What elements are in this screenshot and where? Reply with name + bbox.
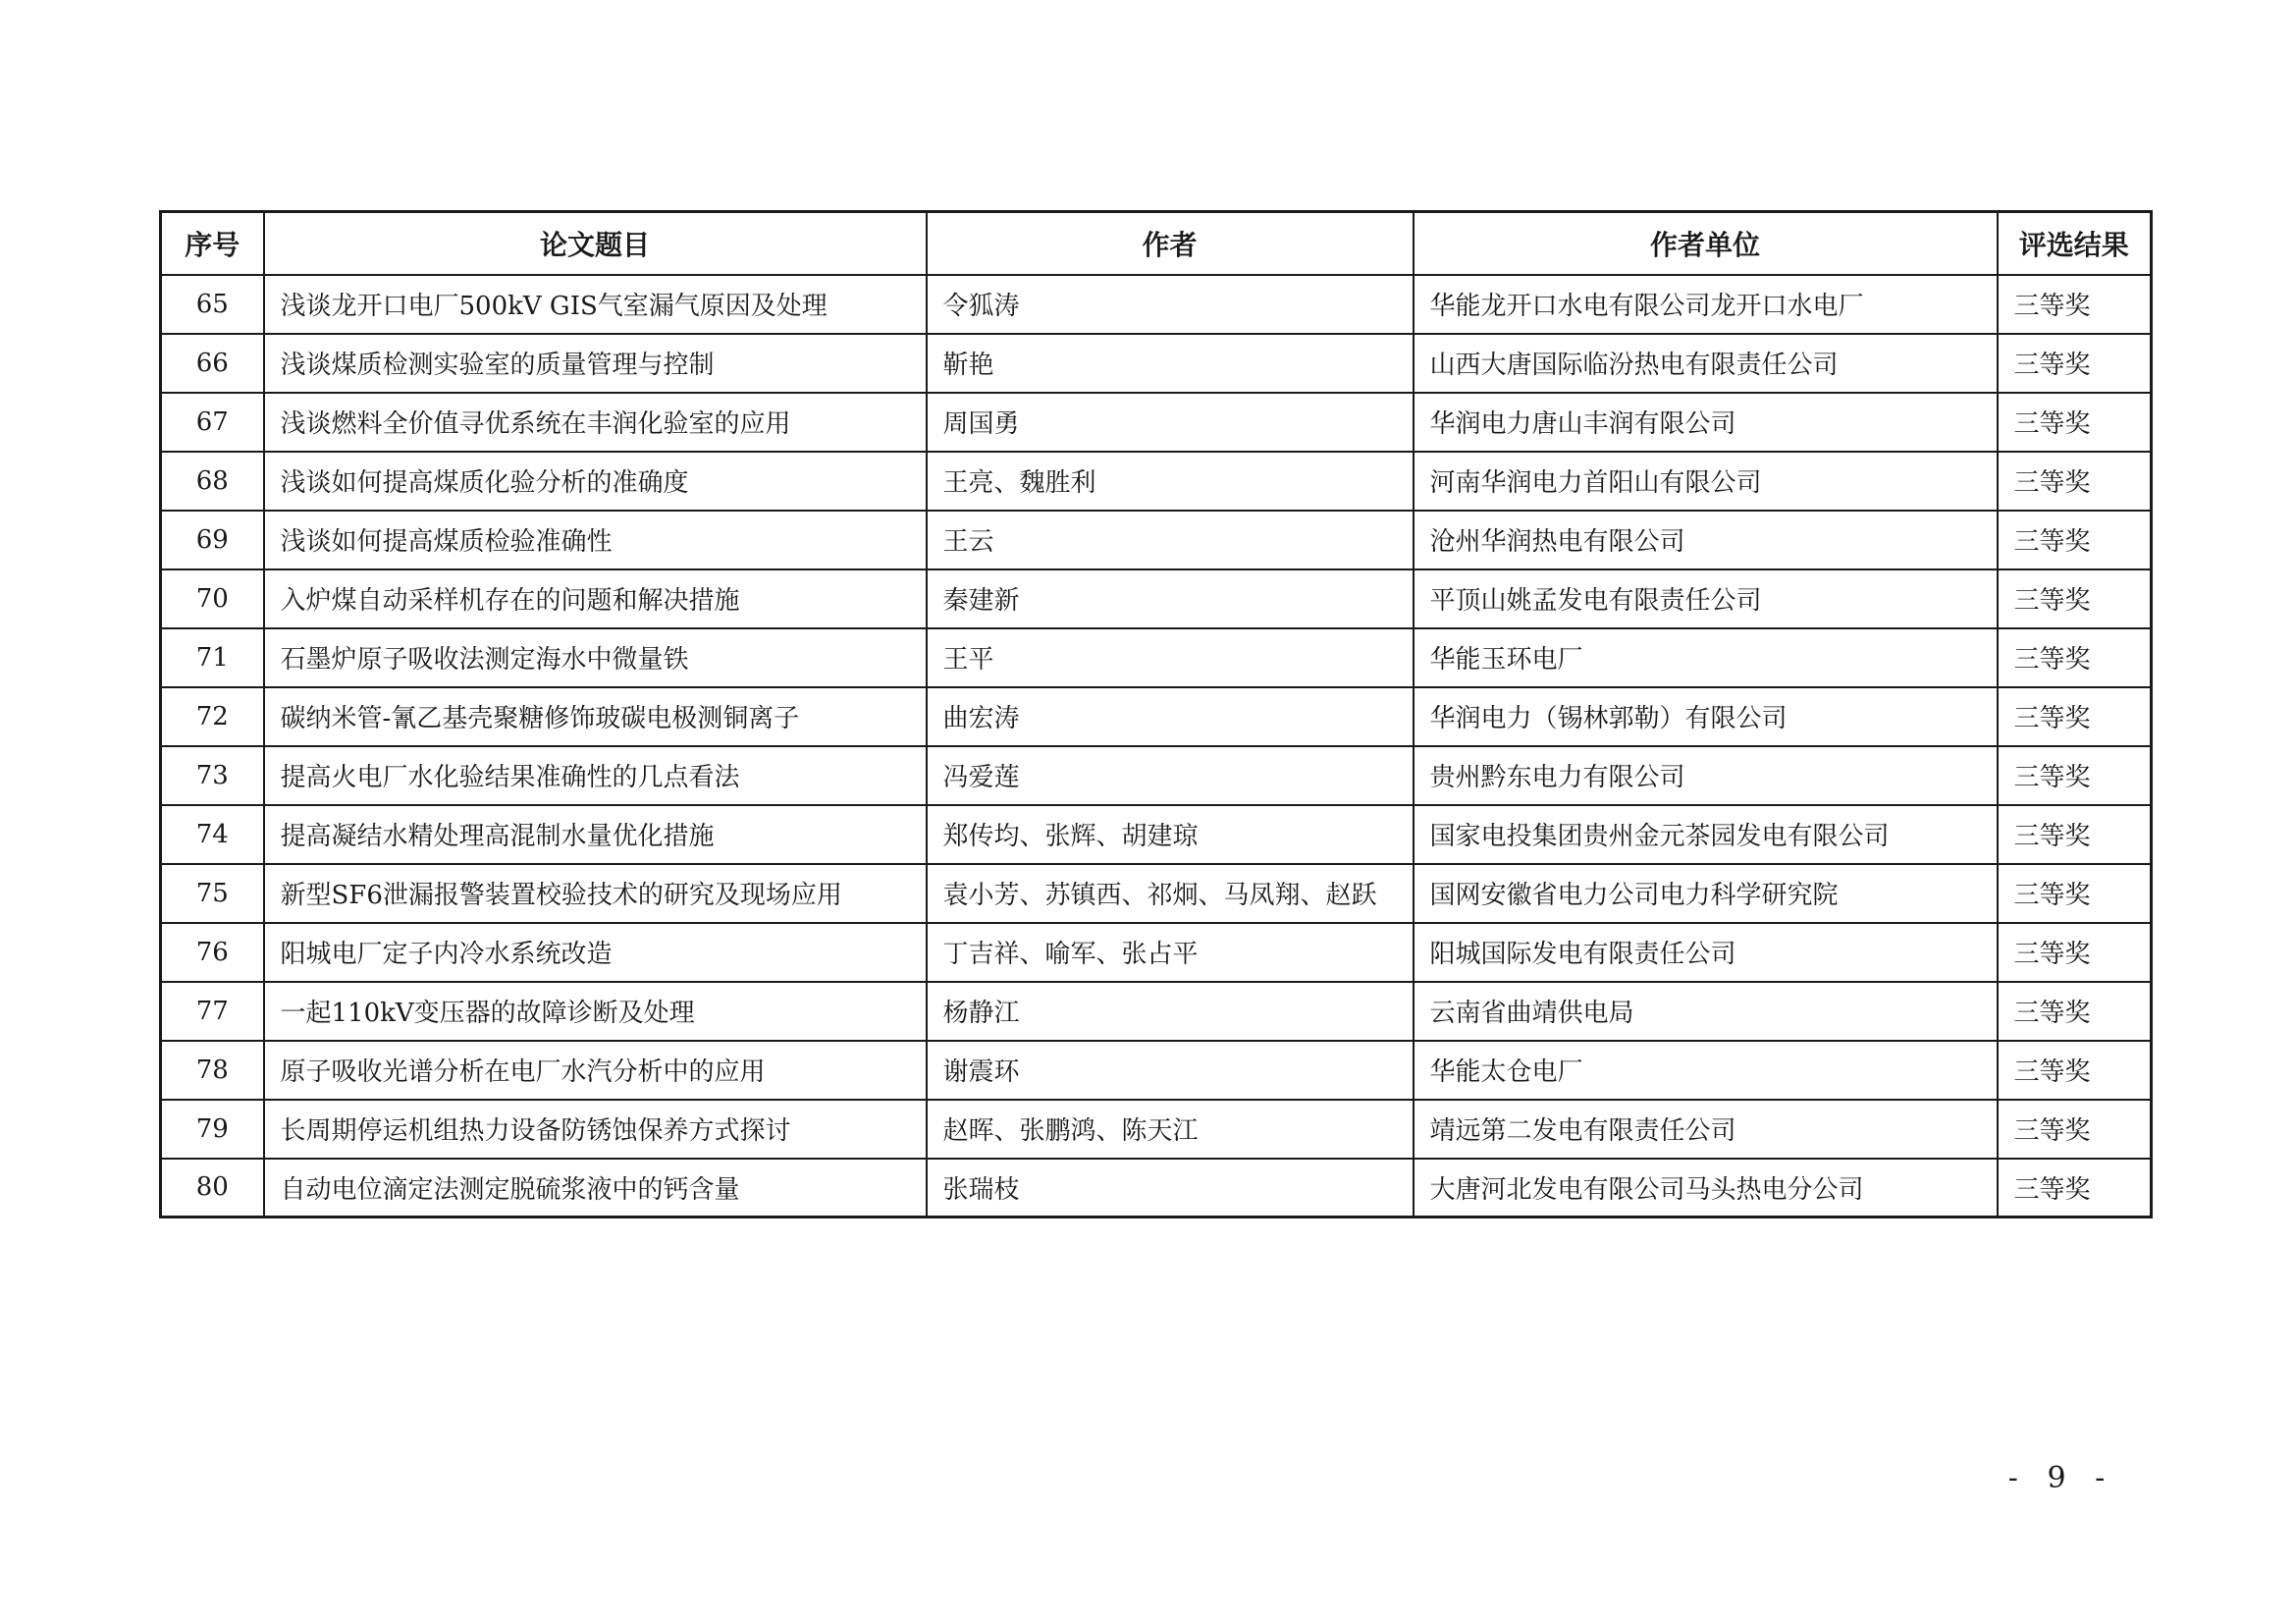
cell-org: 华能龙开口水电有限公司龙开口水电厂 — [1414, 275, 1998, 334]
cell-authors: 秦建新 — [927, 569, 1414, 628]
table-row — [161, 275, 2152, 334]
cell-org: 靖远第二发电有限责任公司 — [1414, 1100, 1998, 1159]
cell-num: 69 — [161, 511, 264, 569]
header-title: 论文题目 — [264, 212, 927, 275]
cell-title: 提高凝结水精处理高混制水量优化措施 — [264, 805, 927, 864]
cell-result: 三等奖 — [1998, 1041, 2152, 1100]
cell-num: 70 — [161, 569, 264, 628]
cell-org: 华能太仓电厂 — [1414, 1041, 1998, 1100]
cell-authors: 郑传均、张辉、胡建琼 — [927, 805, 1414, 864]
cell-result: 三等奖 — [1998, 1100, 2152, 1159]
header-result: 评选结果 — [1998, 212, 2152, 275]
cell-org: 国网安徽省电力公司电力科学研究院 — [1414, 864, 1998, 923]
cell-title: 浅谈如何提高煤质检验准确性 — [264, 511, 927, 569]
cell-org: 华润电力（锡林郭勒）有限公司 — [1414, 687, 1998, 746]
cell-result: 三等奖 — [1998, 982, 2152, 1041]
cell-num: 73 — [161, 746, 264, 805]
cell-authors: 周国勇 — [927, 393, 1414, 452]
cell-org: 云南省曲靖供电局 — [1414, 982, 1998, 1041]
header-authors: 作者 — [927, 212, 1414, 275]
cell-org: 沧州华润热电有限公司 — [1414, 511, 1998, 569]
cell-title: 长周期停运机组热力设备防锈蚀保养方式探讨 — [264, 1100, 927, 1159]
cell-title: 浅谈燃料全价值寻优系统在丰润化验室的应用 — [264, 393, 927, 452]
cell-org: 国家电投集团贵州金元茶园发电有限公司 — [1414, 805, 1998, 864]
table-row — [161, 628, 2152, 687]
cell-num: 74 — [161, 805, 264, 864]
header-org: 作者单位 — [1414, 212, 1998, 275]
table-row — [161, 334, 2152, 393]
cell-title: 阳城电厂定子内冷水系统改造 — [264, 923, 927, 982]
table-row — [161, 393, 2152, 452]
table-row — [161, 1159, 2152, 1218]
table-row — [161, 687, 2152, 746]
table-row — [161, 923, 2152, 982]
cell-title: 一起110kV变压器的故障诊断及处理 — [264, 982, 927, 1041]
cell-num: 66 — [161, 334, 264, 393]
cell-result: 三等奖 — [1998, 805, 2152, 864]
cell-result: 三等奖 — [1998, 334, 2152, 393]
cell-authors: 冯爱莲 — [927, 746, 1414, 805]
awards-table — [159, 210, 2153, 1218]
cell-org: 平顶山姚孟发电有限责任公司 — [1414, 569, 1998, 628]
cell-title: 自动电位滴定法测定脱硫浆液中的钙含量 — [264, 1159, 927, 1218]
cell-result: 三等奖 — [1998, 746, 2152, 805]
table-header-row — [161, 212, 2152, 275]
table-row — [161, 1100, 2152, 1159]
cell-title: 浅谈龙开口电厂500kV GIS气室漏气原因及处理 — [264, 275, 927, 334]
cell-title: 浅谈煤质检测实验室的质量管理与控制 — [264, 334, 927, 393]
table-row — [161, 452, 2152, 511]
table-row — [161, 1041, 2152, 1100]
table-row — [161, 511, 2152, 569]
cell-num: 80 — [161, 1159, 264, 1218]
cell-result: 三等奖 — [1998, 393, 2152, 452]
cell-authors: 王云 — [927, 511, 1414, 569]
page-number: - 9 - — [2007, 1461, 2115, 1495]
header-num: 序号 — [161, 212, 264, 275]
cell-result: 三等奖 — [1998, 923, 2152, 982]
cell-authors: 丁吉祥、喻军、张占平 — [927, 923, 1414, 982]
cell-num: 72 — [161, 687, 264, 746]
cell-result: 三等奖 — [1998, 452, 2152, 511]
cell-num: 68 — [161, 452, 264, 511]
cell-authors: 令狐涛 — [927, 275, 1414, 334]
cell-authors: 赵晖、张鹏鸿、陈天江 — [927, 1100, 1414, 1159]
cell-title: 石墨炉原子吸收法测定海水中微量铁 — [264, 628, 927, 687]
cell-num: 65 — [161, 275, 264, 334]
cell-result: 三等奖 — [1998, 628, 2152, 687]
cell-num: 77 — [161, 982, 264, 1041]
table-row — [161, 569, 2152, 628]
cell-result: 三等奖 — [1998, 511, 2152, 569]
cell-authors: 靳艳 — [927, 334, 1414, 393]
cell-org: 大唐河北发电有限公司马头热电分公司 — [1414, 1159, 1998, 1218]
cell-org: 华能玉环电厂 — [1414, 628, 1998, 687]
cell-num: 71 — [161, 628, 264, 687]
cell-title: 碳纳米管-氰乙基壳聚糖修饰玻碳电极测铜离子 — [264, 687, 927, 746]
table-row — [161, 805, 2152, 864]
cell-authors: 杨静江 — [927, 982, 1414, 1041]
cell-num: 67 — [161, 393, 264, 452]
cell-org: 华润电力唐山丰润有限公司 — [1414, 393, 1998, 452]
cell-num: 79 — [161, 1100, 264, 1159]
cell-org: 山西大唐国际临汾热电有限责任公司 — [1414, 334, 1998, 393]
cell-authors: 曲宏涛 — [927, 687, 1414, 746]
cell-authors: 王亮、魏胜利 — [927, 452, 1414, 511]
cell-num: 78 — [161, 1041, 264, 1100]
cell-result: 三等奖 — [1998, 687, 2152, 746]
cell-authors: 王平 — [927, 628, 1414, 687]
cell-authors: 谢震环 — [927, 1041, 1414, 1100]
cell-num: 76 — [161, 923, 264, 982]
table-row — [161, 864, 2152, 923]
cell-title: 入炉煤自动采样机存在的问题和解决措施 — [264, 569, 927, 628]
table-row — [161, 746, 2152, 805]
cell-title: 提高火电厂水化验结果准确性的几点看法 — [264, 746, 927, 805]
cell-authors: 袁小芳、苏镇西、祁炯、马凤翔、赵跃 — [927, 864, 1414, 923]
cell-title: 新型SF6泄漏报警装置校验技术的研究及现场应用 — [264, 864, 927, 923]
cell-org: 阳城国际发电有限责任公司 — [1414, 923, 1998, 982]
cell-result: 三等奖 — [1998, 569, 2152, 628]
cell-num: 75 — [161, 864, 264, 923]
cell-result: 三等奖 — [1998, 864, 2152, 923]
table-row — [161, 982, 2152, 1041]
cell-title: 原子吸收光谱分析在电厂水汽分析中的应用 — [264, 1041, 927, 1100]
cell-result: 三等奖 — [1998, 1159, 2152, 1218]
cell-authors: 张瑞枝 — [927, 1159, 1414, 1218]
cell-title: 浅谈如何提高煤质化验分析的准确度 — [264, 452, 927, 511]
cell-org: 河南华润电力首阳山有限公司 — [1414, 452, 1998, 511]
cell-org: 贵州黔东电力有限公司 — [1414, 746, 1998, 805]
cell-result: 三等奖 — [1998, 275, 2152, 334]
